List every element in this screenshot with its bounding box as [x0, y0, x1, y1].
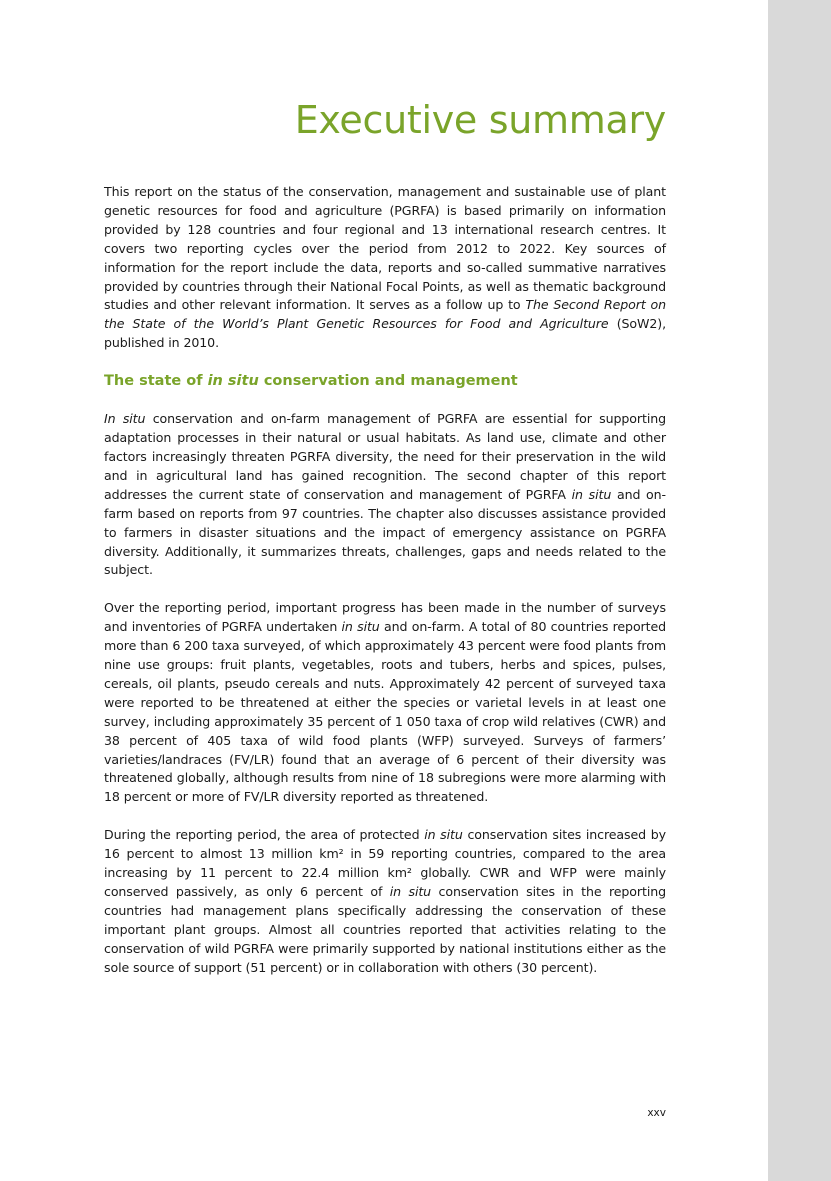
p2-text-2: and on-farm. A total of 80 countries reported more than 6 200 taxa surveyed, of which approximately 43 percent were food plants from nine use groups: fruit plants, vegetables, roots and tubers, herbs and spices, pulses, cereals, oil plants, pseudo cereals and nuts. Approximately 42 percent of surveyed taxa were reported to be threatened at either the species or varietal levels in at least one survey, including approximately 35 percent of 1 050 taxa of crop wild relatives (CWR) and 38 percent of 405 taxa of wild food plants (WFP) surveyed. Surveys of farmers’ varieties/landraces (FV/LR) found that an average of 6 percent of their diversity was threatened globally, although results from nine of 18 subregions were more alarming with 18 percent or more of FV/LR diversity reported as threatened.: [104, 619, 667, 805]
p3-text-3: conservation sites in the reporting countries had management plans specifically addressing the conservation of these important plant groups. Almost all countries reported that activities relating to the conservation of wild PGRFA were primarily supported by national institutions either as the sole source of support (51 percent) or in collaboration with others (30 percent).: [104, 884, 666, 975]
page-title: Executive summary: [294, 98, 666, 142]
p1-italic-mid: in situ: [571, 486, 612, 502]
section-heading: [104, 371, 666, 391]
p3-italic-1: in situ: [424, 827, 463, 843]
p1-italic-start: In situ: [104, 411, 146, 427]
section-paragraph-2: [104, 599, 666, 807]
intro-text-end: (SoW2), published in 2010.: [104, 316, 666, 351]
p3-text-2: conservation sites increased by 16 percent to almost 13 million km² in 59 reporting countries, compared to the area increasing by 11 percent to 22.4 million km² globally. CWR and WFP were mainly conserved passively, as only 6 percent of: [104, 827, 667, 899]
intro-report-title: The Second Report on the State of the World’s Plant Genetic Resources for Food and Agriculture: [104, 297, 666, 332]
p1-text-1: conservation and on-farm management of PGRFA are essential for supporting adaptation processes in their natural or usual habitats. As land use, climate and other factors increasingly threaten PGRFA diversity, the need for their preservation in the wild and in agricultural land has gained recognition. The second chapter of this report addresses the current state of conservation and management of PGRFA: [104, 411, 666, 502]
section-paragraph-1: [104, 410, 666, 580]
page-body: [104, 183, 666, 978]
section-paragraph-3: [104, 826, 666, 977]
p3-text-1: During the reporting period, the area of protected: [104, 827, 425, 843]
section-heading-end: conservation and management: [258, 373, 518, 390]
section-heading-italic: in situ: [207, 373, 259, 390]
intro-text-start: This report on the status of the conservation, management and sustainable use of plant genetic resources for food and agriculture (PGRFA) is based primarily on information provided by 128 countries and four regional and 13 international research centres. It covers two reporting cycles over the period from 2012 to 2022. Key sources of information for the report include the data, reports and so-called summative narratives provided by countries through their National Focal Points, as well as thematic background studies and other relevant information. It serves as a follow up to: [104, 184, 666, 313]
p2-text-1: Over the reporting period, important progress has been made in the number of surveys and inventories of PGRFA undertaken: [104, 600, 666, 635]
intro-paragraph: [104, 183, 666, 353]
p1-text-2: and on-farm based on reports from 97 countries. The chapter also discusses assistance provided to farmers in disaster situations and the impact of emergency assistance on PGRFA diversity. Additionally, it summarizes threats, challenges, gaps and needs related to the subject.: [104, 486, 666, 578]
p3-italic-2: in situ: [389, 884, 432, 899]
section-heading-start: The state of: [104, 373, 208, 390]
page-side-band: [768, 0, 831, 1181]
page-number: xxv: [647, 1107, 666, 1119]
p2-italic-mid: in situ: [341, 619, 380, 635]
